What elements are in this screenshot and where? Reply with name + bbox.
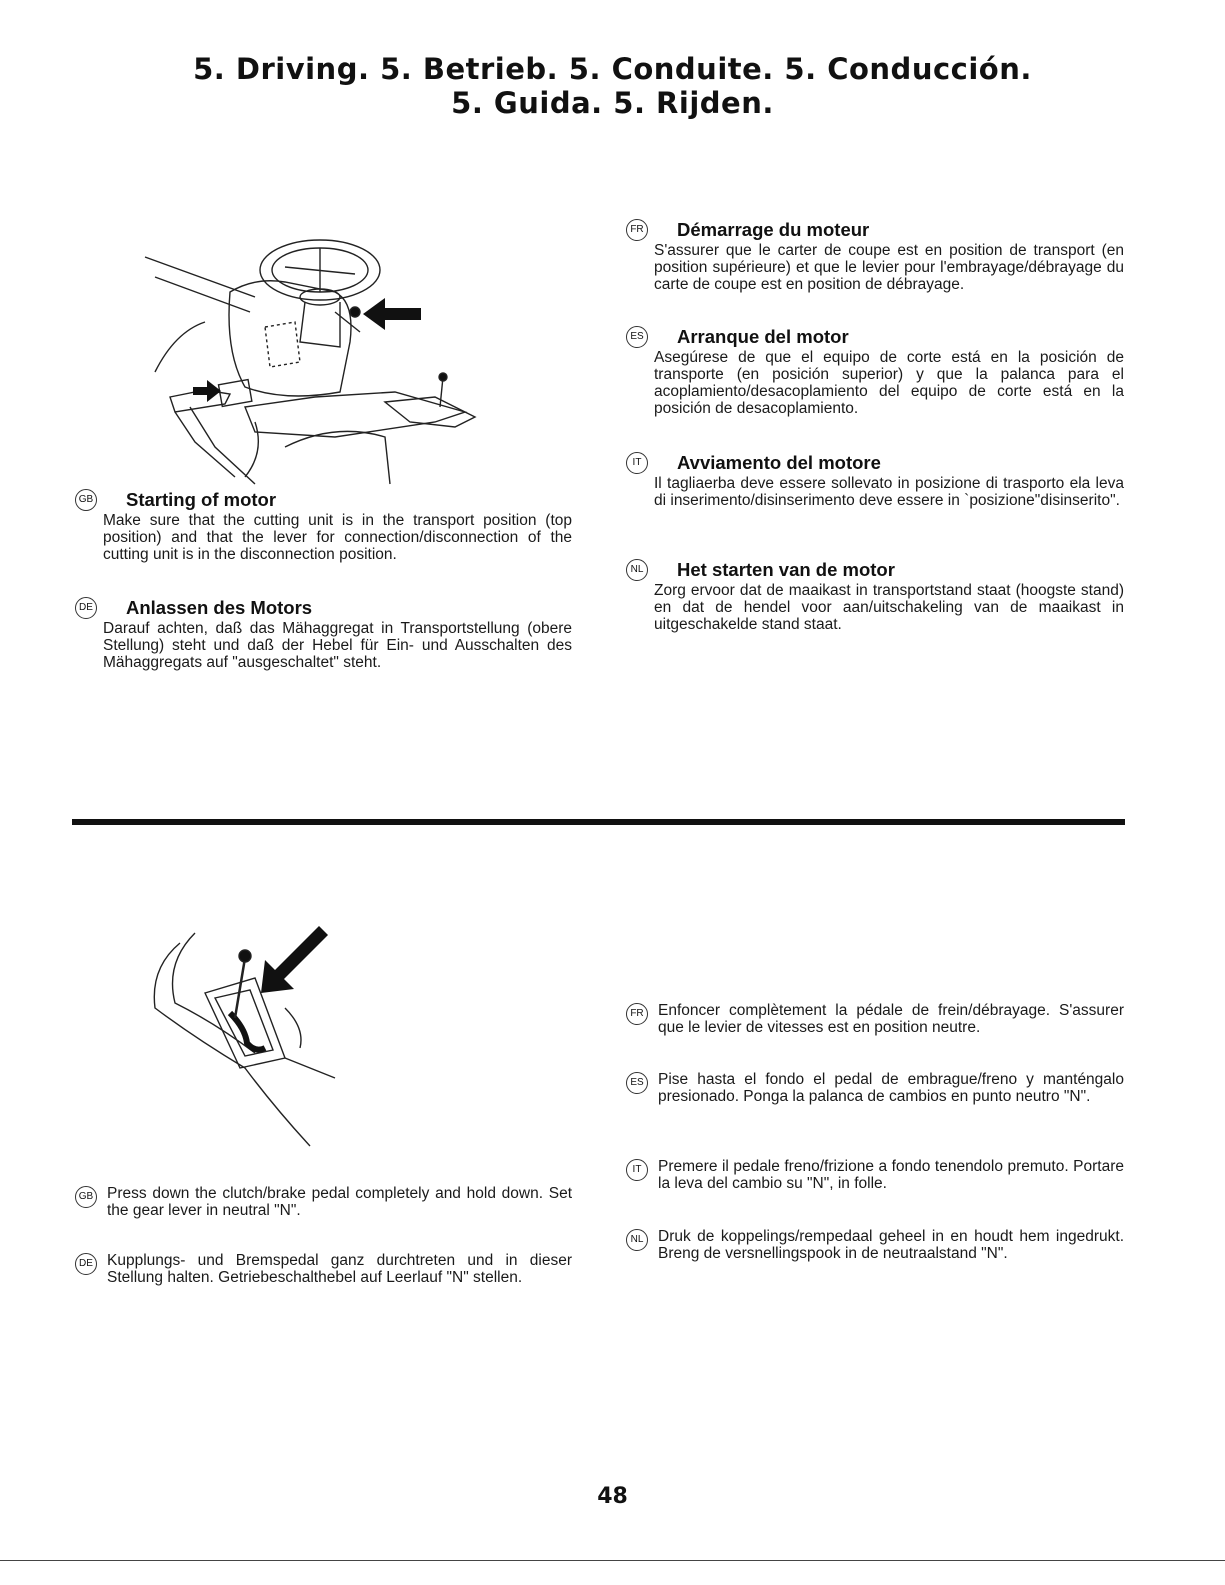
de-language-badge: DE bbox=[75, 597, 97, 619]
fr-language-badge: FR bbox=[626, 219, 648, 241]
es-pedal-text: Pise hasta el fondo el pedal de embrague/freno y manténgalo presionado. Ponga la palanca de cambios en punto neutro "N". bbox=[658, 1071, 1124, 1105]
de-pedal-block bbox=[75, 1252, 572, 1286]
page-bottom-border bbox=[0, 1560, 1225, 1561]
gb-language-badge: GB bbox=[75, 489, 97, 511]
it-language-badge: IT bbox=[626, 452, 648, 474]
it-pedal-block bbox=[626, 1158, 1124, 1192]
nl-starting-text: Zorg ervoor dat de maaikast in transportstand staat (hoogste stand) en dat de hendel voor aan/uitschakeling van de maaikast in uitgeschakelde stand staat. bbox=[654, 582, 1124, 633]
it-pedal-text: Premere il pedale freno/frizione a fondo tenendolo premuto. Portare la leva del cambio su "N", in folle. bbox=[658, 1158, 1124, 1192]
es-starting-text: Asegúrese de que el equipo de corte está en la posición de transporte (en posición superior) y que la palanca para el acoplamiento/desacoplamiento del equipo de corte está en la posición de desacoplamiento. bbox=[654, 349, 1124, 417]
es-starting-heading: Arranque del motor bbox=[677, 326, 849, 347]
fr-pedal-block bbox=[626, 1002, 1124, 1036]
gb-starting-text: Make sure that the cutting unit is in the transport position (top position) and that the lever for connection/disconnection of the cutting unit is in the disconnection position. bbox=[103, 512, 572, 563]
gb-starting-heading: Starting of motor bbox=[126, 489, 277, 510]
es-starting-block bbox=[626, 325, 1124, 417]
gear-lever-illustration bbox=[135, 918, 350, 1158]
it-starting-heading: Avviamento del motore bbox=[677, 452, 881, 473]
nl-language-badge: NL bbox=[626, 559, 648, 581]
gb-starting-block bbox=[75, 488, 572, 563]
arrow-icon bbox=[257, 922, 332, 997]
de-starting-heading: Anlassen des Motors bbox=[126, 597, 313, 618]
es-pedal-block bbox=[626, 1071, 1124, 1105]
page-number: 48 bbox=[597, 1484, 628, 1509]
fr-starting-text: S'assurer que le carter de coupe est en position de transport (en position supérieure) et que le levier pour l'embrayage/débrayage du carte de coupe est en position de débrayage. bbox=[654, 242, 1124, 293]
it-language-badge: IT bbox=[626, 1159, 648, 1181]
it-starting-block bbox=[626, 451, 1124, 509]
arrow-icon bbox=[193, 380, 221, 402]
fr-pedal-text: Enfoncer complètement la pédale de frein/débrayage. S'assurer que le levier de vitesses est en position neutre. bbox=[658, 1002, 1124, 1036]
nl-pedal-text: Druk de koppelings/rempedaal geheel in en houdt hem ingedrukt. Breng de versnellingspook in de neutraalstand "N". bbox=[658, 1228, 1124, 1262]
nl-starting-block bbox=[626, 558, 1124, 633]
de-language-badge: DE bbox=[75, 1253, 97, 1275]
de-pedal-text: Kupplungs- und Bremspedal ganz durchtreten und in dieser Stellung halten. Getriebeschalthebel auf Leerlauf "N" stellen. bbox=[107, 1252, 572, 1286]
fr-language-badge: FR bbox=[626, 1003, 648, 1025]
nl-pedal-block bbox=[626, 1228, 1124, 1262]
page-title-line-2: 5. Guida. 5. Rijden. bbox=[451, 86, 774, 120]
de-starting-text: Darauf achten, daß das Mähaggregat in Transportstellung (obere Stellung) steht und daß der Hebel für Ein- und Ausschalten des Mähaggregats auf "ausgeschaltet" steht. bbox=[103, 620, 572, 671]
arrow-icon bbox=[363, 294, 423, 334]
fr-starting-heading: Démarrage du moteur bbox=[677, 219, 870, 240]
de-starting-block bbox=[75, 596, 572, 671]
gb-pedal-text: Press down the clutch/brake pedal completely and hold down. Set the gear lever in neutral "N". bbox=[107, 1185, 572, 1219]
gb-pedal-block bbox=[75, 1185, 572, 1219]
es-language-badge: ES bbox=[626, 326, 648, 348]
section-divider bbox=[72, 819, 1125, 825]
page-title-line-1: 5. Driving. 5. Betrieb. 5. Conduite. 5. Conducción. bbox=[193, 52, 1032, 86]
it-starting-text: Il tagliaerba deve essere sollevato in posizione di trasporto ela leva di inserimento/disinserimento deve essere in `posizione"disinserito". bbox=[654, 475, 1124, 509]
steering-console-illustration bbox=[135, 222, 495, 490]
fr-starting-block bbox=[626, 218, 1124, 293]
nl-language-badge: NL bbox=[626, 1229, 648, 1251]
gb-language-badge: GB bbox=[75, 1186, 97, 1208]
es-language-badge: ES bbox=[626, 1072, 648, 1094]
nl-starting-heading: Het starten van de motor bbox=[677, 559, 895, 580]
